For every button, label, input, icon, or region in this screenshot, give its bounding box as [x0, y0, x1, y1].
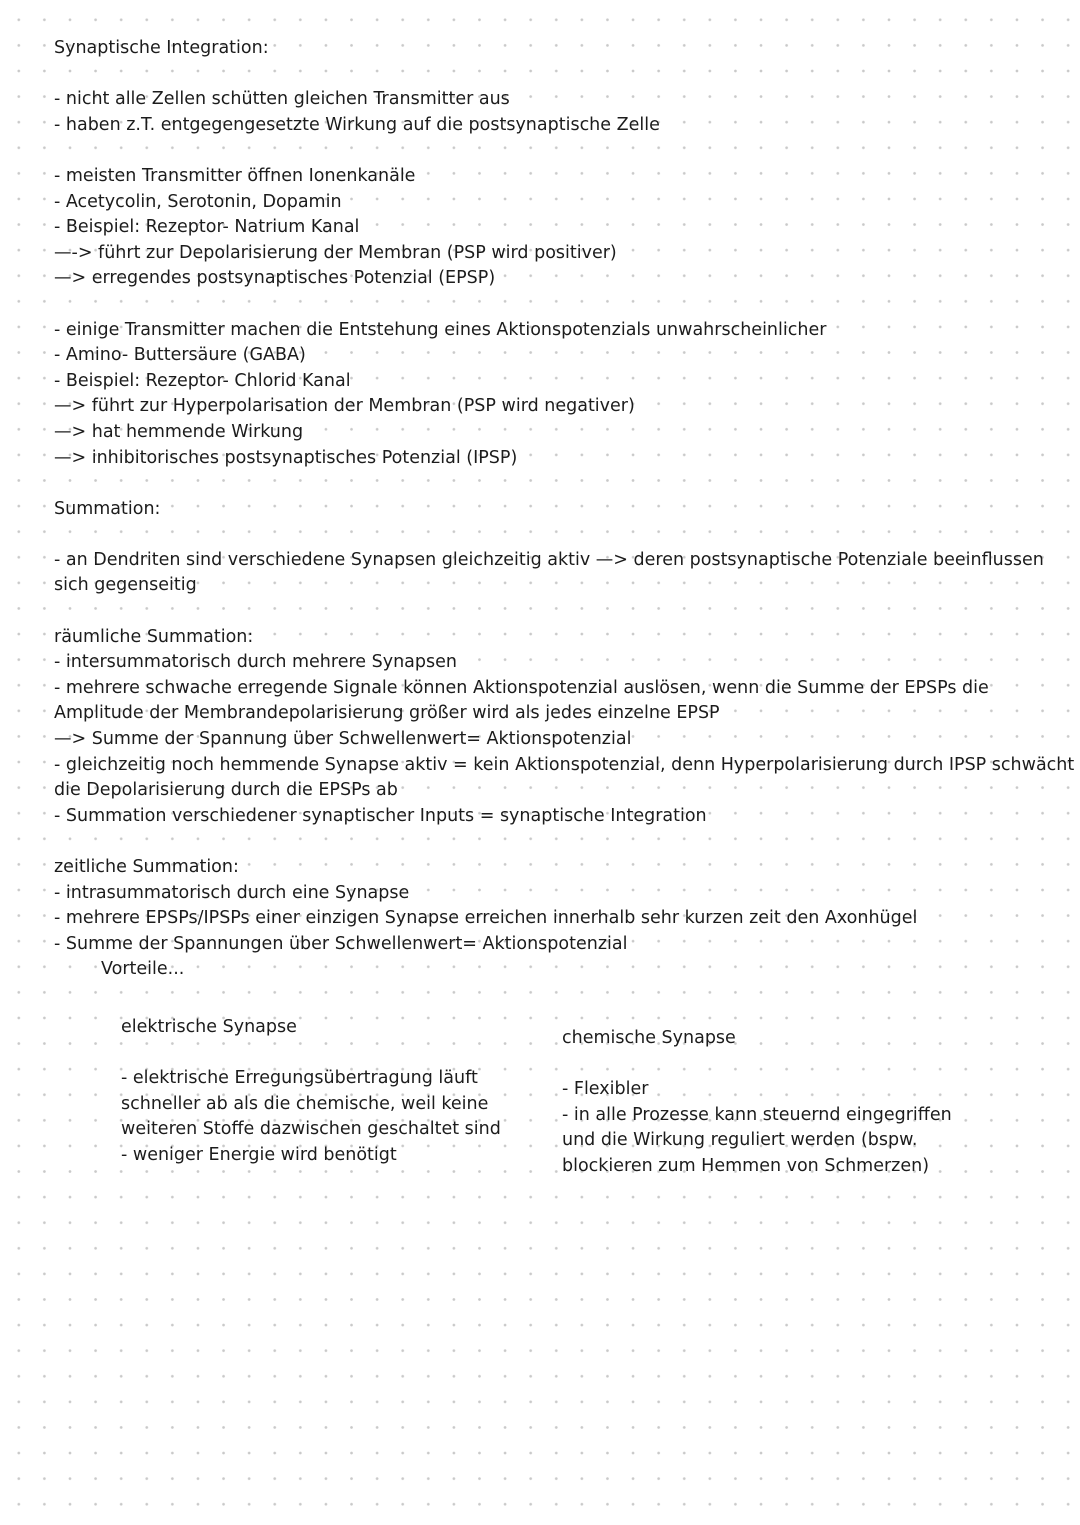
note-line: - haben z.T. entgegengesetzte Wirkung auf die postsynaptische Zelle [54, 114, 660, 135]
note-line: - Beispiel: Rezeptor- Chlorid Kanal [54, 370, 351, 391]
note-line: - in alle Prozesse kann steuernd eingegriffen [562, 1104, 952, 1125]
note-line: —> Summe der Spannung über Schwellenwert= Aktionspotenzial [54, 729, 632, 750]
section-title-summation: Summation: [54, 498, 161, 519]
note-line: - meisten Transmitter öffnen Ionenkanäle [54, 165, 416, 186]
note-line: blockieren zum Hemmen von Schmerzen) [562, 1155, 930, 1176]
note-line: weiteren Stoffe dazwischen geschaltet sind [121, 1119, 501, 1140]
chemical-synapse-title: chemische Synapse [562, 1028, 736, 1048]
note-line: sich gegenseitig [54, 575, 197, 596]
note-line: - Flexibler [562, 1079, 649, 1100]
note-line: Amplitude der Membrandepolarisierung größer wird als jedes einzelne EPSP [54, 703, 720, 724]
advantages-label: Vorteile... [101, 959, 185, 980]
note-line: —> führt zur Hyperpolarisation der Membran (PSP wird negativer) [54, 396, 635, 417]
electrical-synapse-title: elektrische Synapse [121, 1017, 297, 1037]
note-line: —> hat hemmende Wirkung [54, 421, 304, 442]
note-line: —> inhibitorisches postsynaptisches Potenzial (IPSP) [54, 447, 518, 468]
note-line: - mehrere EPSPs/IPSPs einer einzigen Synapse erreichen innerhalb sehr kurzen zeit den Axonhügel [54, 908, 918, 929]
electrical-synapse-column [121, 1015, 501, 1169]
note-line: - an Dendriten sind verschiedene Synapsen gleichzeitig aktiv —> deren postsynaptische Potenziale beeinflussen [54, 549, 1044, 570]
note-line: - Summe der Spannungen über Schwellenwert= Aktionspotenzial [54, 933, 628, 954]
subsection-title-spatial-summation: räumliche Summation: [54, 626, 254, 647]
note-line: —-> führt zur Depolarisierung der Membran (PSP wird positiver) [54, 242, 617, 263]
subsection-title-temporal-summation: zeitliche Summation: [54, 857, 239, 877]
note-line: - einige Transmitter machen die Entstehung eines Aktionspotenzials unwahrscheinlicher [54, 319, 827, 340]
note-line: schneller ab als die chemische, weil keine [121, 1093, 489, 1114]
note-line: - elektrische Erregungsübertragung läuft [121, 1068, 478, 1089]
note-line: - nicht alle Zellen schütten gleichen Transmitter aus [54, 89, 510, 110]
note-line: die Depolarisierung durch die EPSPs ab [54, 780, 398, 801]
note-line: - Summation verschiedener synaptischer Inputs = synaptische Integration [54, 805, 707, 826]
note-line: - intrasummatorisch durch eine Synapse [54, 882, 410, 903]
note-line: - Beispiel: Rezeptor- Natrium Kanal [54, 217, 360, 238]
note-line: —> erregendes postsynaptisches Potenzial (EPSP) [54, 268, 496, 289]
section-title-synaptic-integration: Synaptische Integration: [54, 38, 269, 58]
note-line: - intersummatorisch durch mehrere Synapsen [54, 652, 457, 673]
note-line: - gleichzeitig noch hemmende Synapse aktiv = kein Aktionspotenzial, denn Hyperpolarisierung durch IPSP schwächt [54, 754, 1075, 775]
note-line: und die Wirkung reguliert werden (bspw. [562, 1130, 918, 1151]
note-line: - weniger Energie wird benötigt [121, 1144, 397, 1165]
note-line: - Amino- Buttersäure (GABA) [54, 345, 306, 366]
chemical-synapse-column [562, 1026, 962, 1180]
note-line: - Acetycolin, Serotonin, Dopamin [54, 191, 342, 212]
main-notes [54, 36, 1075, 983]
note-line: - mehrere schwache erregende Signale können Aktionspotenzial auslösen, wenn die Summe der EPSPs die [54, 677, 989, 698]
